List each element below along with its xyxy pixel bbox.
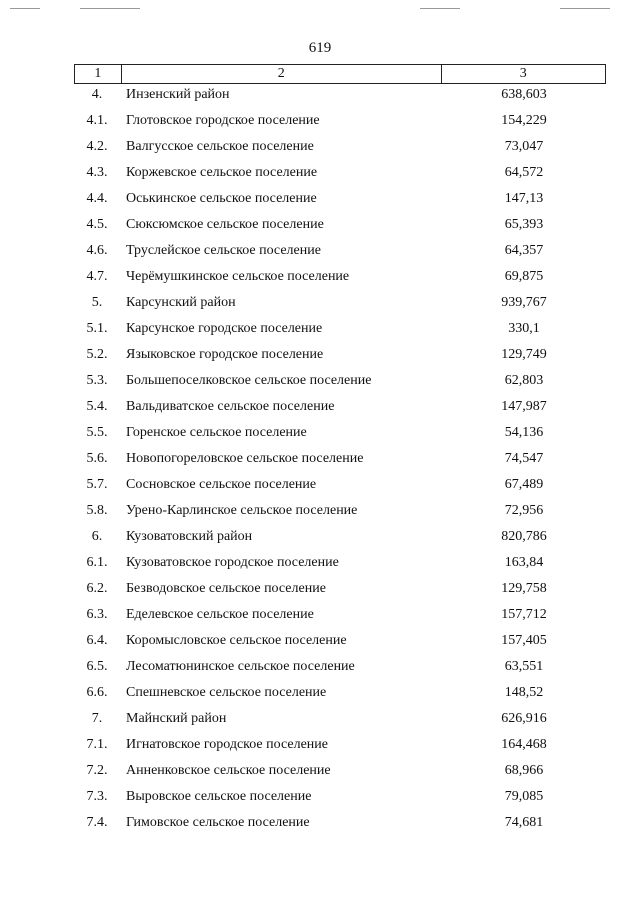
table-row — [74, 422, 606, 448]
row-value: 69,875 — [504, 269, 544, 284]
column-header-2: 2 — [121, 65, 441, 84]
row-name: Большепоселковское сельское поселение — [126, 373, 372, 388]
row-name: Труслейское сельское поселение — [126, 243, 321, 258]
row-number: 5.6. — [86, 451, 108, 466]
table-row — [74, 708, 606, 734]
row-value: 154,229 — [501, 113, 547, 128]
table-row — [74, 734, 606, 760]
table-row — [74, 266, 606, 292]
row-number: 4.6. — [86, 243, 108, 258]
row-number: 6.1. — [86, 555, 108, 570]
row-name: Карсунский район — [126, 295, 236, 310]
row-number: 5.7. — [86, 477, 108, 492]
table-row — [74, 682, 606, 708]
row-number: 5. — [91, 295, 103, 310]
column-header-1: 1 — [75, 65, 122, 84]
row-value: 147,13 — [504, 191, 544, 206]
row-number: 6.2. — [86, 581, 108, 596]
table-row — [74, 188, 606, 214]
row-number: 6.6. — [86, 685, 108, 700]
row-name: Игнатовское городское поселение — [126, 737, 328, 752]
row-number: 5.5. — [86, 425, 108, 440]
row-name: Анненковское сельское поселение — [126, 763, 331, 778]
row-name: Горенское сельское поселение — [126, 425, 307, 440]
table-row — [74, 604, 606, 630]
scan-artifact-line — [10, 8, 40, 9]
row-name: Глотовское городское поселение — [126, 113, 320, 128]
row-value: 157,712 — [501, 607, 547, 622]
row-value: 638,603 — [501, 87, 547, 102]
row-name: Урено-Карлинское сельское поселение — [126, 503, 358, 518]
row-number: 5.4. — [86, 399, 108, 414]
row-name: Сосновское сельское поселение — [126, 477, 317, 492]
row-number: 6.5. — [86, 659, 108, 674]
row-number: 4.3. — [86, 165, 108, 180]
column-header-3: 3 — [441, 65, 605, 84]
table-row — [74, 84, 606, 110]
row-value: 79,085 — [504, 789, 544, 804]
row-value: 148,52 — [504, 685, 544, 700]
row-value: 129,749 — [501, 347, 547, 362]
row-name: Коржевское сельское поселение — [126, 165, 318, 180]
table-row — [74, 578, 606, 604]
row-name: Языковское городское поселение — [126, 347, 324, 362]
row-value: 62,803 — [504, 373, 544, 388]
table-row — [74, 292, 606, 318]
table-row — [74, 526, 606, 552]
row-number: 4.4. — [86, 191, 108, 206]
row-name: Сюксюмское сельское поселение — [126, 217, 324, 232]
row-name: Кузоватовское городское поселение — [126, 555, 339, 570]
row-value: 73,047 — [504, 139, 544, 154]
table-row — [74, 318, 606, 344]
table-row — [74, 110, 606, 136]
row-name: Коромысловское сельское поселение — [126, 633, 347, 648]
table-row — [74, 552, 606, 578]
row-name: Майнский район — [126, 711, 227, 726]
scan-artifact-line — [560, 8, 610, 9]
row-number: 4.2. — [86, 139, 108, 154]
row-value: 72,956 — [504, 503, 544, 518]
row-value: 939,767 — [501, 295, 547, 310]
table-row — [74, 786, 606, 812]
row-value: 74,547 — [504, 451, 544, 466]
table-row — [74, 214, 606, 240]
row-name: Валгусское сельское поселение — [126, 139, 314, 154]
scan-artifact-line — [420, 8, 460, 9]
page-number: 619 — [308, 40, 332, 56]
row-number: 5.1. — [86, 321, 108, 336]
row-name: Инзенский район — [126, 87, 230, 102]
table-row — [74, 812, 606, 838]
table-row — [74, 630, 606, 656]
row-number: 4. — [91, 87, 103, 102]
row-value: 54,136 — [504, 425, 544, 440]
row-name: Вальдиватское сельское поселение — [126, 399, 335, 414]
table-row — [74, 370, 606, 396]
row-number: 5.3. — [86, 373, 108, 388]
table-row — [74, 474, 606, 500]
column-header-row — [75, 65, 606, 84]
row-name: Черёмушкинское сельское поселение — [126, 269, 350, 284]
table-row — [74, 396, 606, 422]
row-number: 6.4. — [86, 633, 108, 648]
table-row — [74, 760, 606, 786]
row-name: Спешневское сельское поселение — [126, 685, 327, 700]
row-number: 7. — [91, 711, 103, 726]
table-row — [74, 162, 606, 188]
row-value: 129,758 — [501, 581, 547, 596]
row-number: 6. — [91, 529, 103, 544]
row-value: 820,786 — [501, 529, 547, 544]
row-number: 4.7. — [86, 269, 108, 284]
row-value: 65,393 — [504, 217, 544, 232]
row-value: 164,468 — [501, 737, 547, 752]
row-value: 63,551 — [504, 659, 544, 674]
row-number: 7.4. — [86, 815, 108, 830]
row-value: 163,84 — [504, 555, 544, 570]
scan-artifact-line — [80, 8, 140, 9]
row-number: 4.1. — [86, 113, 108, 128]
row-number: 4.5. — [86, 217, 108, 232]
row-name: Лесоматюнинское сельское поселение — [126, 659, 355, 674]
table-row — [74, 344, 606, 370]
table-row — [74, 448, 606, 474]
row-name: Оськинское сельское поселение — [126, 191, 317, 206]
row-value: 64,357 — [504, 243, 544, 258]
row-name: Выровское сельское поселение — [126, 789, 312, 804]
row-number: 5.2. — [86, 347, 108, 362]
row-value: 147,987 — [501, 399, 547, 414]
row-value: 67,489 — [504, 477, 544, 492]
row-number: 7.1. — [86, 737, 108, 752]
row-value: 64,572 — [504, 165, 544, 180]
row-value: 330,1 — [508, 321, 540, 336]
table-row — [74, 500, 606, 526]
row-value: 157,405 — [501, 633, 547, 648]
row-name: Гимовское сельское поселение — [126, 815, 310, 830]
row-name: Новопогореловское сельское поселение — [126, 451, 364, 466]
table-body — [74, 84, 606, 838]
table-row — [74, 136, 606, 162]
row-name: Кузоватовский район — [126, 529, 253, 544]
row-value: 68,966 — [504, 763, 544, 778]
row-number: 6.3. — [86, 607, 108, 622]
row-number: 7.2. — [86, 763, 108, 778]
row-value: 74,681 — [504, 815, 544, 830]
row-number: 5.8. — [86, 503, 108, 518]
table-row — [74, 240, 606, 266]
row-name: Карсунское городское поселение — [126, 321, 323, 336]
table-row — [74, 656, 606, 682]
row-name: Безводовское сельское поселение — [126, 581, 326, 596]
row-value: 626,916 — [501, 711, 547, 726]
column-header-table — [74, 64, 606, 84]
row-name: Еделевское сельское поселение — [126, 607, 314, 622]
row-number: 7.3. — [86, 789, 108, 804]
